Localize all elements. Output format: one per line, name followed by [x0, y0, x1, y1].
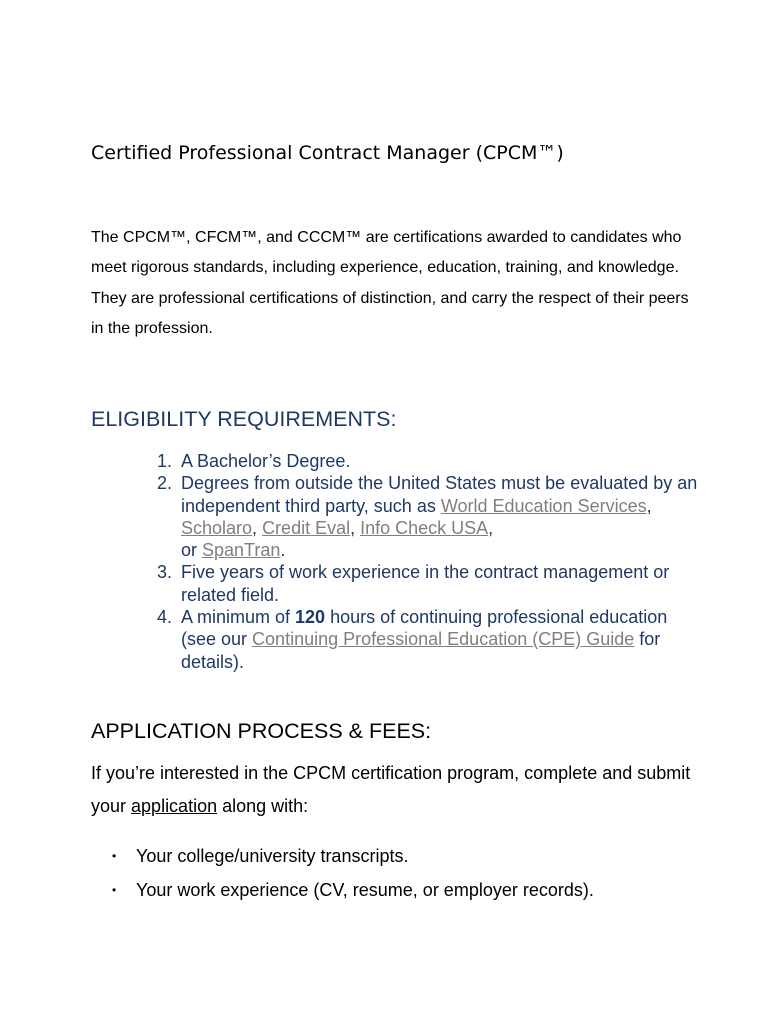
- list-item: [157, 561, 701, 606]
- eligibility-list: [157, 450, 701, 673]
- requirement-text: A minimum of: [181, 607, 296, 628]
- list-item: [112, 845, 736, 867]
- list-number: 2.: [157, 473, 173, 494]
- list-number: 4.: [157, 607, 173, 628]
- separator: ,: [350, 517, 361, 538]
- list-item: [112, 879, 736, 901]
- requirement-text: A Bachelor’s Degree.: [181, 451, 351, 471]
- process-paragraph: [91, 757, 711, 823]
- required-documents-list: [112, 845, 736, 913]
- list-item: [157, 472, 701, 561]
- period: .: [280, 540, 286, 561]
- hours-value: 120: [295, 607, 326, 628]
- link-spantran[interactable]: SpanTran: [202, 540, 281, 561]
- requirement-text: for details).: [181, 629, 661, 672]
- requirement-text: Five years of work experience in the contract management or related field.: [181, 562, 670, 605]
- link-scholaro[interactable]: Scholaro: [181, 517, 253, 538]
- separator: ,: [488, 517, 494, 538]
- bullet-icon: •: [112, 849, 117, 863]
- process-text-before: If you’re interested in the CPCM certification program, complete and submit your: [91, 763, 691, 816]
- process-text-after: along with:: [217, 796, 309, 816]
- document-item-text: Your work experience (CV, resume, or employer records).: [136, 880, 594, 900]
- link-world-education-services[interactable]: World Education Services: [440, 495, 647, 516]
- link-credit-eval[interactable]: Credit Eval: [262, 517, 351, 538]
- link-info-check-usa[interactable]: Info Check USA: [360, 517, 489, 538]
- eligibility-heading: ELIGIBILITY REQUIREMENTS:: [91, 407, 397, 431]
- application-link[interactable]: application: [131, 796, 218, 816]
- link-cpe-guide[interactable]: Continuing Professional Education (CPE) Guide: [252, 629, 635, 650]
- list-number: 1.: [157, 451, 173, 471]
- document-item-text: Your college/university transcripts.: [136, 846, 409, 866]
- process-heading: APPLICATION PROCESS & FEES:: [91, 719, 432, 743]
- bullet-icon: •: [112, 883, 117, 897]
- list-item: [157, 606, 701, 673]
- requirement-text: hours of continuing professional education (see our: [181, 607, 668, 650]
- requirement-text: Degrees from outside the United States must be evaluated by an independent third party, such as: [181, 473, 698, 516]
- separator: ,: [252, 517, 263, 538]
- document-title: Certified Professional Contract Manager (CPCM™): [91, 142, 564, 164]
- list-item: [157, 450, 701, 472]
- or-text: or: [181, 540, 203, 561]
- list-number: 3.: [157, 562, 173, 583]
- separator: ,: [646, 495, 652, 516]
- intro-paragraph: The CPCM™, CFCM™, and CCCM™ are certifications awarded to candidates who meet rigorous standards, including experience, education, training, and knowledge. They are professional certifications of distinction, and carry the respect of their peers in the profession.: [91, 229, 689, 337]
